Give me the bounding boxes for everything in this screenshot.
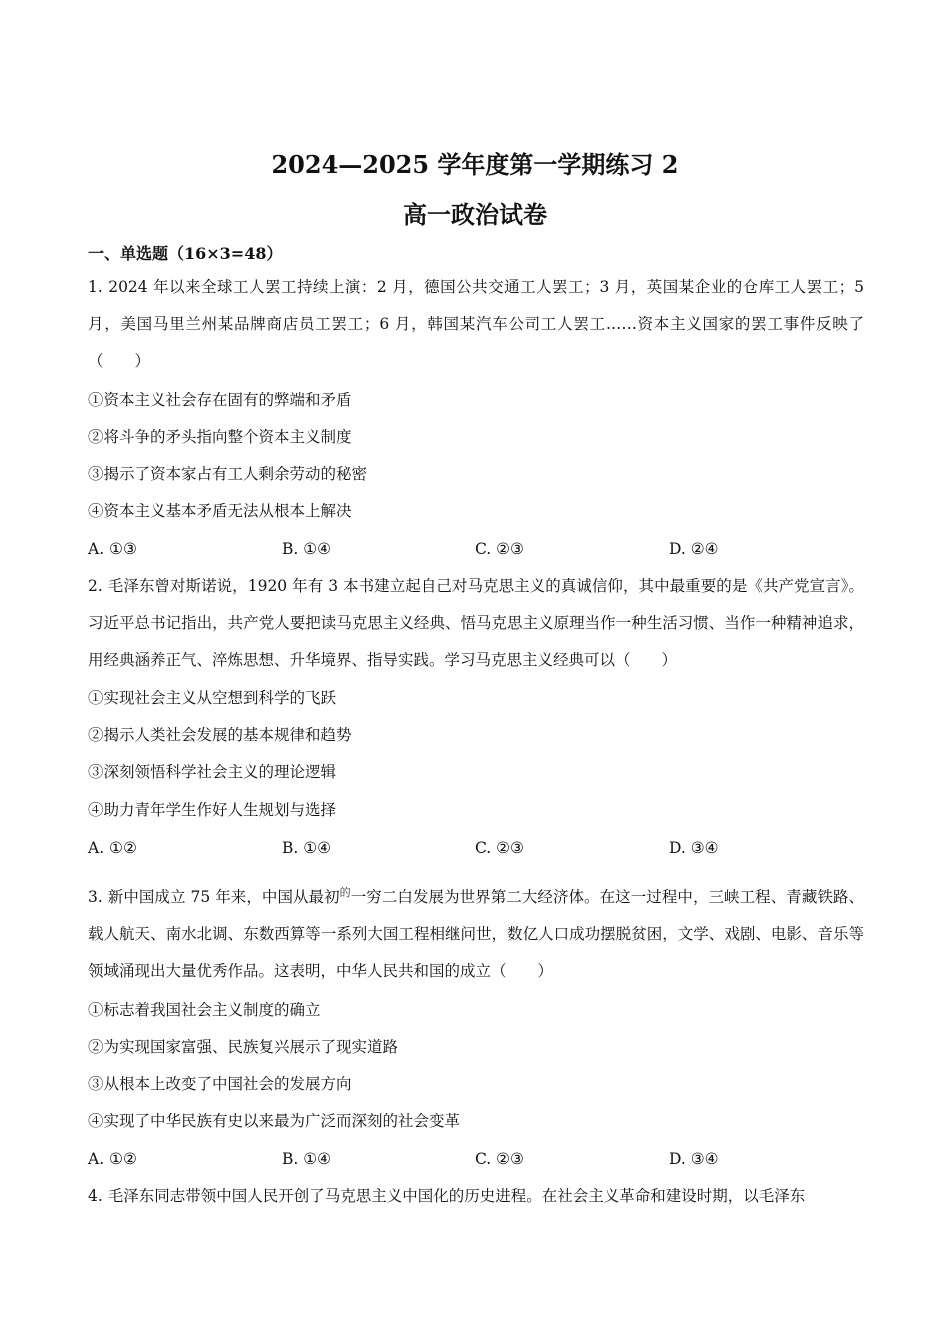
exam-title: 2024—2025 学年度第一学期练习 2	[271, 150, 679, 179]
question-4-stem: 4. 毛泽东同志带领中国人民开创了马克思主义中国化的历史进程。在社会主义革命和建设时期，以毛泽东	[88, 1187, 806, 1205]
question-2-option-4: ④助力青年学生作好人生规划与选择	[88, 801, 337, 819]
question-1-option-4: ④资本主义基本矛盾无法从根本上解决	[88, 502, 352, 520]
choice-a[interactable]: A. ①②	[88, 1150, 137, 1168]
question-2-option-2: ②揭示人类社会发展的基本规律和趋势	[88, 726, 352, 744]
choice-d[interactable]: D. ③④	[669, 839, 719, 857]
choice-c[interactable]: C. ②③	[475, 1150, 524, 1168]
choice-d[interactable]: D. ③④	[669, 1150, 719, 1168]
question-3-stem-part-b: 一穷二白发展为世界第二大经济体。在这一过程中，三峡工程、青藏铁路、载人航天、南水北调、东数西算等一系列大国工程相继问世，数亿人口成功摆脱贫困，文学、戏剧、电影、音乐等领域涌现出大量优秀作品。这表明，中华人民共和国的成立（ ）	[88, 888, 864, 981]
question-1-option-3: ③揭示了资本家占有工人剩余劳动的秘密	[88, 465, 368, 483]
choice-c[interactable]: C. ②③	[475, 540, 524, 558]
choice-b[interactable]: B. ①④	[282, 540, 332, 558]
question-1-stem: 1. 2024 年以来全球工人罢工持续上演：2 月，德国公共交通工人罢工；3 月，英国某企业的仓库工人罢工；5 月，美国马里兰州某品牌商店员工罢工；6 月，韩国某汽车公司工人罢工……资本主义国家的罢工事件反映了（ ）	[88, 278, 864, 370]
question-2-option-3: ③深刻领悟科学社会主义的理论逻辑	[88, 763, 337, 781]
question-1-choices	[88, 538, 864, 560]
question-3-stem	[88, 874, 864, 990]
choice-a[interactable]: A. ①②	[88, 839, 137, 857]
exam-subtitle: 高一政治试卷	[403, 200, 547, 229]
question-2-stem: 2. 毛泽东曾对斯诺说，1920 年有 3 本书建立起自己对马克思主义的真诚信仰，其中最重要的是《共产党宣言》。习近平总书记指出，共产党人要把读马克思主义经典、悟马克思主义原理当作一种生活习惯、当作一种精神追求，用经典涵养正气、淬炼思想、升华境界、指导实践。学习马克思主义经典可以（ ）	[88, 577, 864, 669]
choice-c[interactable]: C. ②③	[475, 839, 524, 857]
question-1-option-1: ①资本主义社会存在固有的弊端和矛盾	[88, 391, 352, 409]
section-heading: 一、单选题（16×3=48）	[88, 244, 283, 263]
question-3-stem-part-a: 3. 新中国成立 75 年来，中国从最初	[88, 888, 340, 907]
question-3-stem-mark: 的	[339, 886, 351, 899]
question-3-choices	[88, 1148, 864, 1170]
question-3-option-2: ②为实现国家富强、民族复兴展示了现实道路	[88, 1038, 399, 1056]
question-3-option-1: ①标志着我国社会主义制度的确立	[88, 1001, 321, 1019]
question-2-choices	[88, 837, 864, 859]
question-3-option-3: ③从根本上改变了中国社会的发展方向	[88, 1075, 352, 1093]
question-2-option-1: ①实现社会主义从空想到科学的飞跃	[88, 689, 337, 707]
choice-d[interactable]: D. ②④	[669, 540, 719, 558]
choice-b[interactable]: B. ①④	[282, 839, 332, 857]
question-3-option-4: ④实现了中华民族有史以来最为广泛而深刻的社会变革	[88, 1112, 461, 1130]
choice-a[interactable]: A. ①③	[88, 540, 137, 558]
choice-b[interactable]: B. ①④	[282, 1150, 332, 1168]
question-1-option-2: ②将斗争的矛头指向整个资本主义制度	[88, 428, 352, 446]
